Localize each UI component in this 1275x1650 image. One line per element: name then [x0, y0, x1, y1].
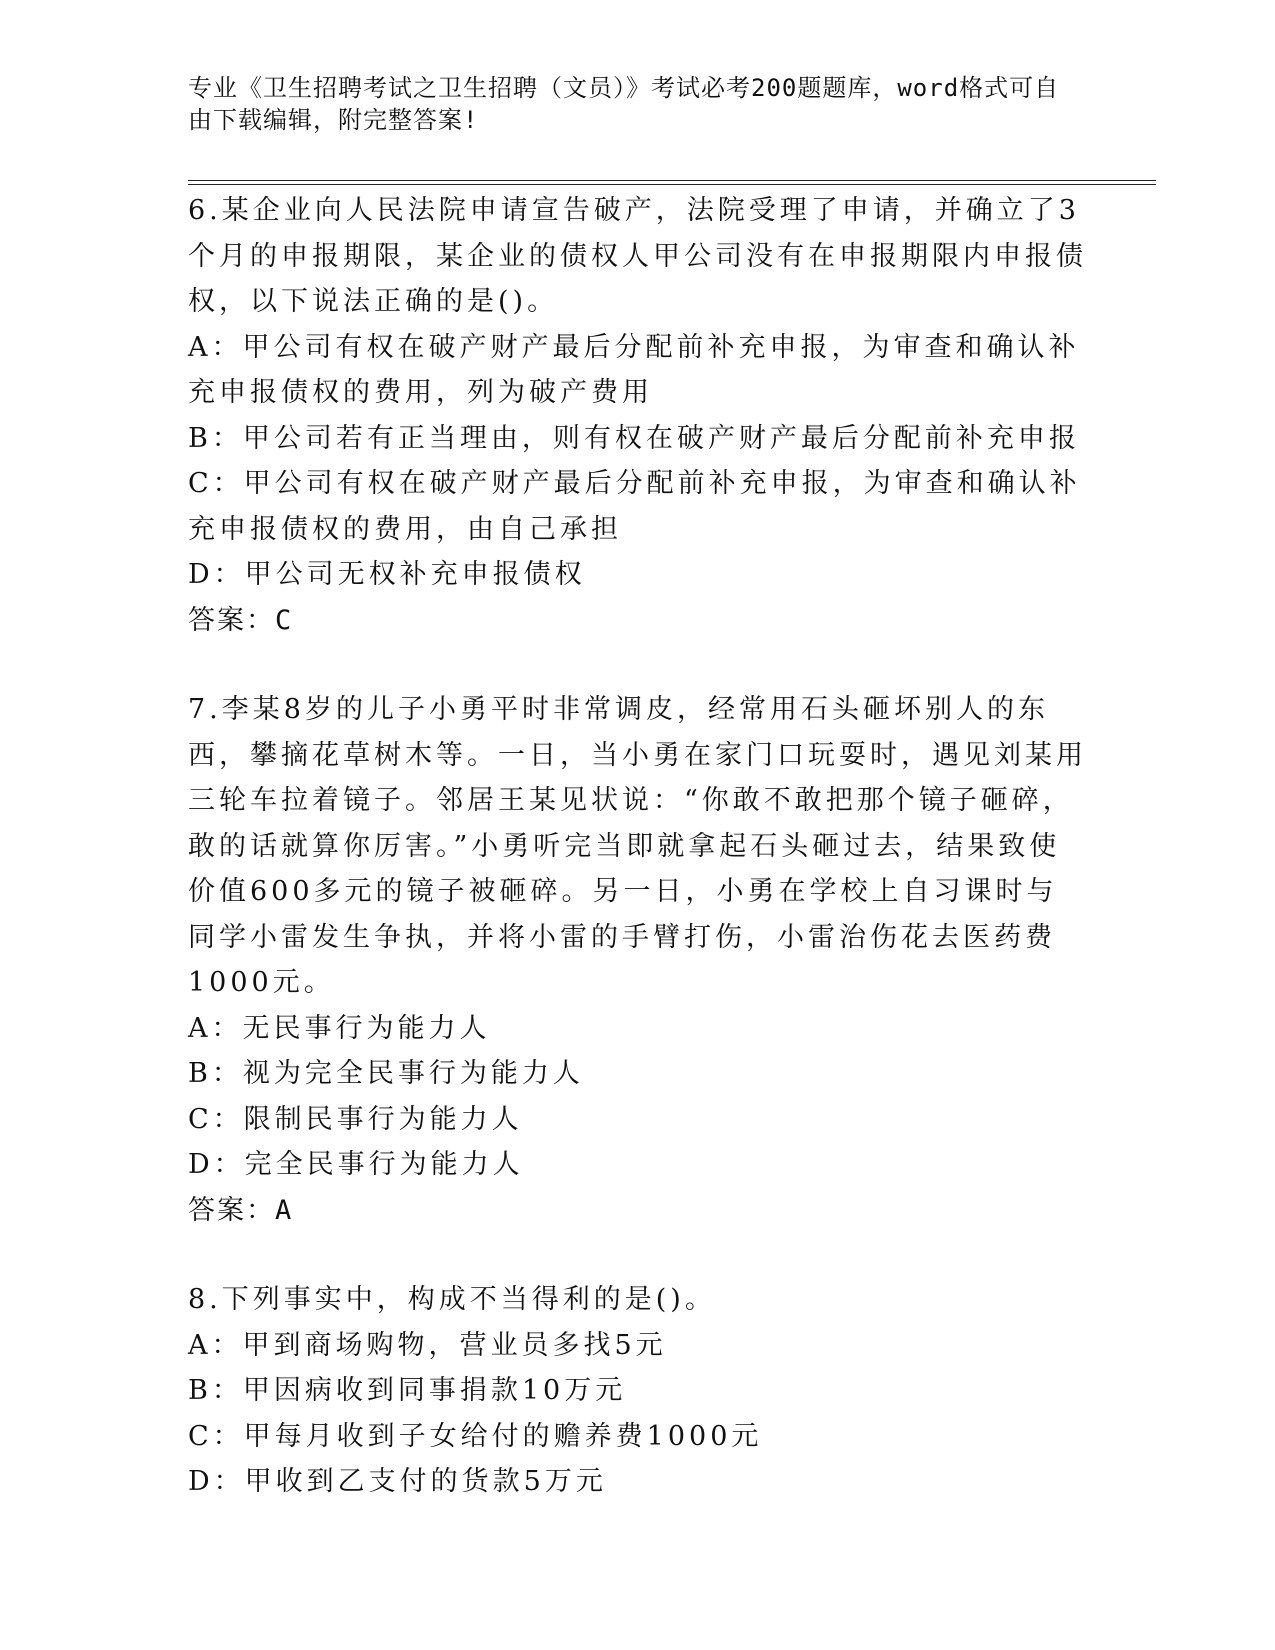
- answer-text: 答案：A: [188, 1194, 294, 1226]
- option-d: D：甲公司无权补充申报债权: [188, 559, 586, 590]
- option-a: A：甲公司有权在破产财产最后分配前补充申报，为审查和确认补充申报债权的费用，列为破产费用: [188, 331, 1080, 408]
- question-block: [188, 1277, 1088, 1505]
- question-block: [188, 188, 1088, 643]
- document-header: 专业《卫生招聘考试之卫生招聘（文员）》考试必考200题题库，word格式可自由下载编辑，附完整答案!: [188, 74, 1060, 134]
- option-d: D：完全民事行为能力人: [188, 1149, 524, 1180]
- option-a: A：无民事行为能力人: [188, 1012, 491, 1044]
- question-text: 7.李某8岁的儿子小勇平时非常调皮，经常用石头砸坏别人的东西，攀摘花草树木等。一日，当小勇在家门口玩耍时，遇见刘某用三轮车拉着镜子。邻居王某见状说：“你敢不敢把那个镜子砸碎，敢的话就算你厉害。”小勇听完当即就拿起石头砸过去，结果致使价值600多元的镜子被砸碎。另一日，小勇在学校上自习课时与同学小雷发生争执，并将小雷的手臂打伤，小雷治伤花去医药费1000元。: [188, 694, 1087, 998]
- option-c: C：限制民事行为能力人: [188, 1103, 523, 1135]
- question-text: 6.某企业向人民法院申请宣告破产，法院受理了申请，并确立了3个月的申报期限，某企业的债权人甲公司没有在申报期限内申报债权，以下说法正确的是()。: [188, 195, 1087, 317]
- option-b: B：甲因病收到同事捐款10万元: [188, 1375, 627, 1406]
- question-block: [188, 687, 1088, 1233]
- answer-text: 答案：C: [188, 604, 294, 636]
- option-b: B：视为完全民事行为能力人: [188, 1058, 584, 1089]
- question-text: 8.下列事实中，构成不当得利的是()。: [188, 1284, 716, 1315]
- option-d: D：甲收到乙支付的货款5万元: [188, 1466, 607, 1497]
- option-c: C：甲公司有权在破产财产最后分配前补充申报，为审查和确认补充申报债权的费用，由自己承担: [188, 468, 1081, 545]
- header-rule-top: [188, 180, 1156, 181]
- option-c: C：甲每月收到子女给付的赡养费1000元: [188, 1420, 763, 1452]
- option-a: A：甲到商场购物，营业员多找5元: [188, 1329, 667, 1361]
- question-list: [188, 188, 1088, 1549]
- header-rule-bottom: [188, 184, 1156, 185]
- option-b: B：甲公司若有正当理由，则有权在破产财产最后分配前补充申报: [188, 422, 1080, 454]
